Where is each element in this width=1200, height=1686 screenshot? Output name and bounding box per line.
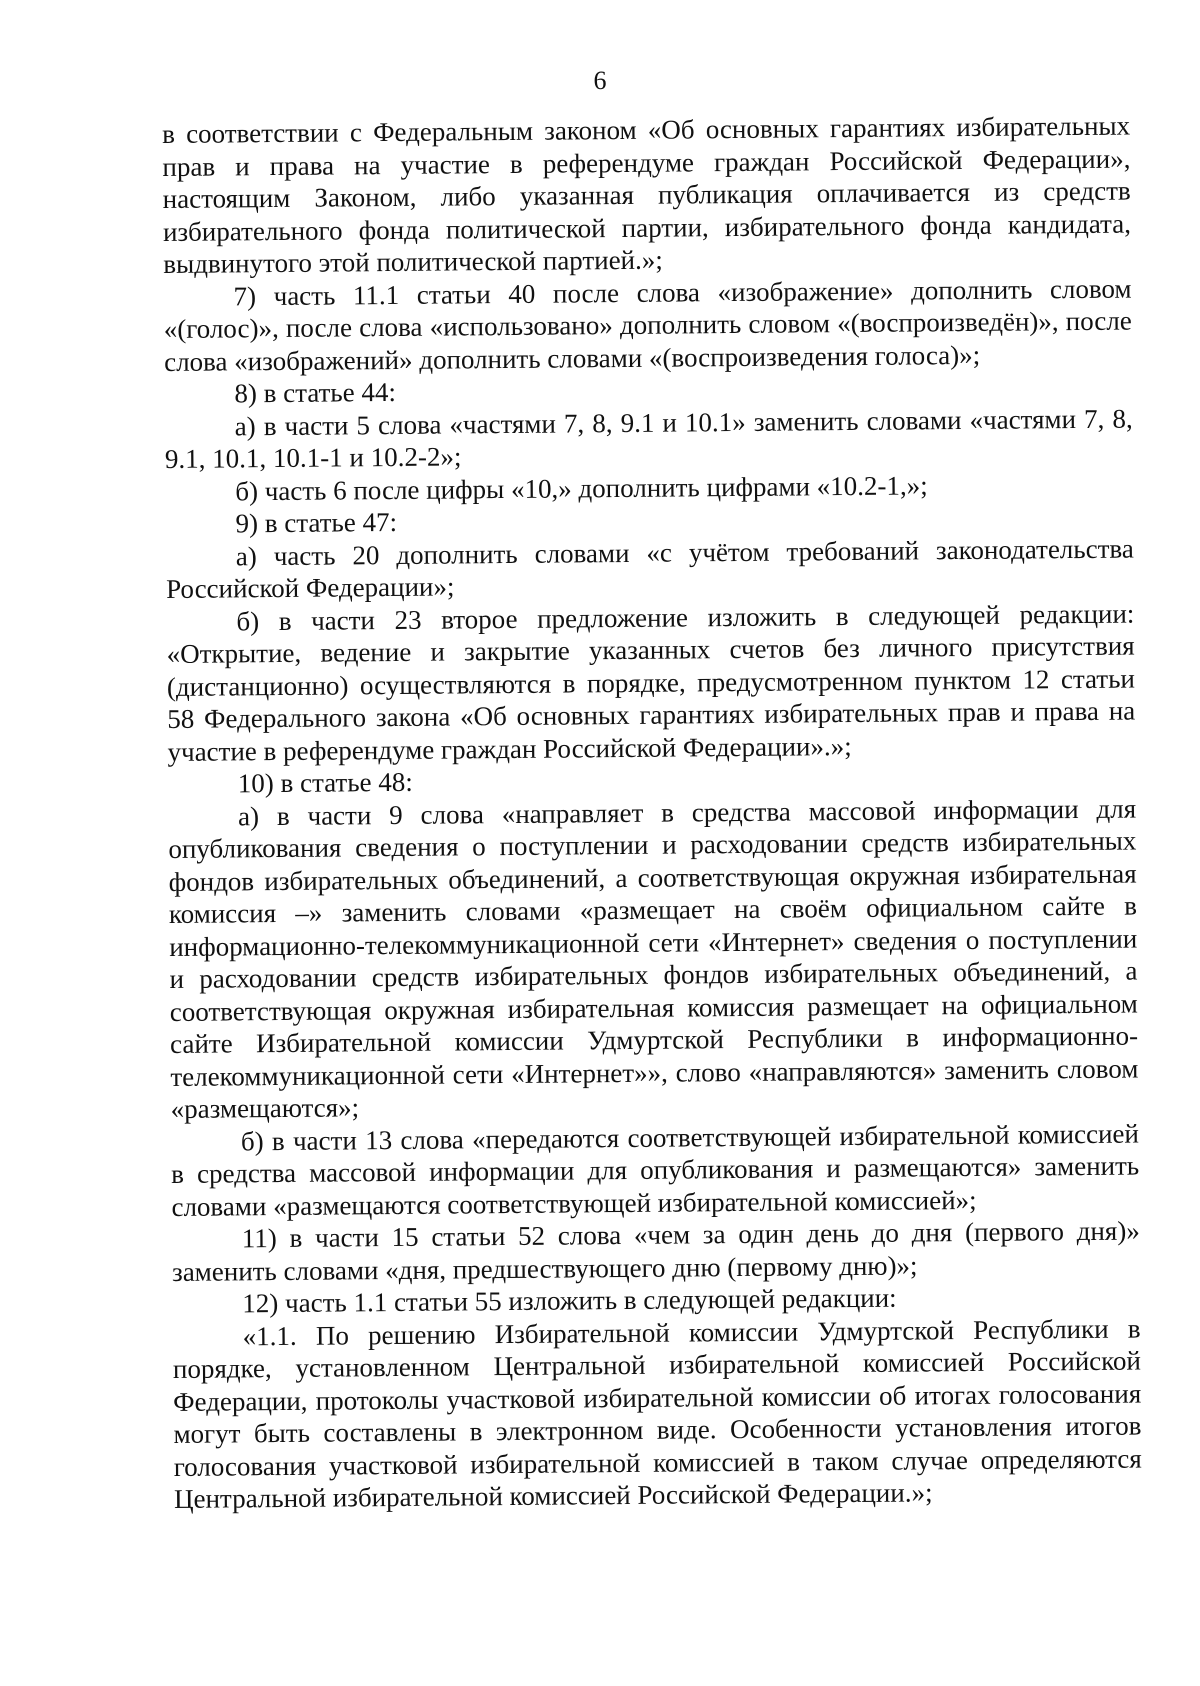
- paragraph: а) в части 5 слова «частями 7, 8, 9.1 и 10.1» заменить словами «частями 7, 8, 9.1, 10.1, 10.1-1 и 10.2-2»;: [164, 403, 1133, 474]
- paragraph: 9) в статье 47:: [235, 506, 398, 539]
- paragraph: в соответствии с Федеральным законом «Об основных гарантиях избирательных прав и права на участие в референдуме граждан Российской Федерации», настоящим Законом, либо указанная публикация оплачивается из средств избирательного фонда политической партии, избирательного фонда кандидата, выдвинутого этой политической партией.»;: [162, 110, 1132, 279]
- paragraph: а) часть 20 дополнить словами «с учётом требований законодательства Российской Федерации»;: [165, 533, 1134, 604]
- paragraph: 8) в статье 44:: [234, 376, 397, 409]
- page-number: 6: [593, 66, 607, 95]
- paragraph: б) в части 13 слова «передаются соответствующей избирательной комиссией в средства массовой информации для опубликования и размещаются» заменить словами «размещаются соответствующей избирательной комиссией»;: [171, 1118, 1140, 1222]
- document-body: [162, 110, 1142, 1516]
- paragraph: 7) часть 11.1 статьи 40 после слова «изображение» дополнить словом «(голос)», после слова «использовано» дополнить словом «(воспроизведён)», после слова «изображений» дополнить словами «(воспроизведения голоса)»;: [163, 273, 1132, 377]
- paragraph: «1.1. По решению Избирательной комиссии Удмуртской Республики в порядке, установленном Центральной избирательной комиссией Российской Федерации, протоколы участковой избирательной комиссии об итогах голосования могут быть составлены в электронном виде. Особенности установления итогов голосования участковой избирательной комиссией в таком случае определяются Центральной избирательной комиссией Российской Федерации.»;: [172, 1313, 1142, 1514]
- paragraph: 11) в части 15 статьи 52 слова «чем за один день до дня (первого дня)» заменить словами «дня, предшествующего дню (первому дню)»;: [171, 1215, 1140, 1287]
- paragraph: а) в части 9 слова «направляет в средства массовой информации для опубликования сведения о поступлении и расходовании средств избирательных фондов избирательных объединений, а соответствующая окружная избирательная комиссия –» заменить словами «размещает на своём официальном сайте в информационно-телекоммуникационной сети «Интернет» сведения о поступлении и расходовании средств избирательных фондов избирательных объединений, а соответствующая окружная избирательная комиссия размещает на официальном сайте Избирательной комиссии Удмуртской Республики в информационно-телекоммуникационной сети «Интернет»», слово «направляются» заменить словом «размещаются»;: [168, 793, 1139, 1124]
- paragraph: 12) часть 1.1 статьи 55 изложить в следующей редакции:: [242, 1282, 897, 1319]
- paragraph: 10) в статье 48:: [237, 766, 413, 799]
- paragraph: б) в части 23 второе предложение изложить в следующей редакции: «Открытие, ведение и закрытие указанных счетов без личного присутствия (дистанционно) осуществляются в порядке, предусмотренном пунктом 12 статьи 58 Федерального закона «Об основных гарантиях избирательных прав и права на участие в референдуме граждан Российской Федерации».»;: [166, 598, 1136, 767]
- paragraph: б) часть 6 после цифры «10,» дополнить цифрами «10.2-1,»;: [235, 469, 928, 506]
